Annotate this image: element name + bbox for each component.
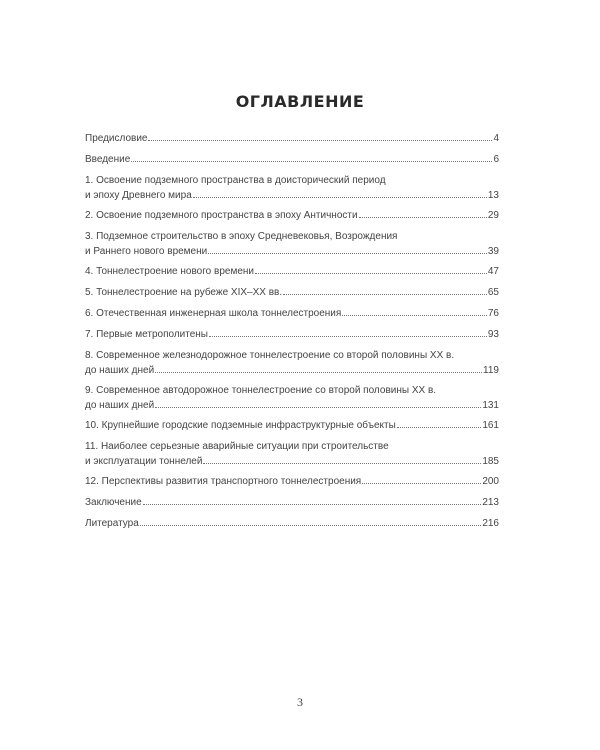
toc-entry-title-line1: 3. Подземное строительство в эпоху Средневековья, Возрождения — [85, 231, 398, 242]
toc-entry-page: 185 — [482, 456, 499, 467]
toc-entry-title: Литература — [85, 518, 139, 529]
dot-leader — [203, 463, 481, 464]
dot-leader — [362, 483, 481, 484]
toc-entry[interactable] — [85, 264, 499, 279]
toc-entry-page: 47 — [487, 266, 499, 277]
toc-entry[interactable] — [85, 327, 499, 342]
dot-leader — [208, 253, 487, 254]
dot-leader — [155, 372, 482, 373]
toc-entry-page: 131 — [482, 400, 499, 411]
toc-entry-page: 6 — [493, 154, 499, 165]
toc-entry-title: 4. Тоннелестроение нового времени — [85, 266, 254, 277]
page-title: ОГЛАВЛЕНИЕ — [235, 92, 365, 111]
dot-leader — [193, 197, 487, 198]
toc-entry-page: 213 — [482, 497, 499, 508]
toc-entry[interactable] — [85, 173, 499, 203]
toc-entry-page: 13 — [487, 190, 499, 201]
dot-leader — [359, 217, 487, 218]
toc-entry[interactable] — [85, 516, 499, 531]
toc-entry-title-line1: 11. Наиболее серьезные аварийные ситуации при строительстве — [85, 441, 389, 452]
toc-entry[interactable] — [85, 474, 499, 489]
toc-entry-title: 10. Крупнейшие городские подземные инфраструктурные объекты — [85, 420, 396, 431]
dot-leader — [209, 336, 487, 337]
toc-entry[interactable] — [85, 495, 499, 510]
toc-entry-title: и эксплуатации тоннелей — [85, 456, 203, 467]
page-number: 3 — [297, 695, 303, 709]
toc-entry[interactable] — [85, 306, 499, 321]
toc-entry[interactable] — [85, 348, 499, 378]
dot-leader — [342, 315, 487, 316]
toc-entry-title: до наших дней — [85, 365, 155, 376]
toc-entry[interactable] — [85, 208, 499, 223]
toc-entry[interactable] — [85, 418, 499, 433]
toc-entry-title: Заключение — [85, 497, 142, 508]
table-of-contents — [85, 131, 499, 537]
toc-entry[interactable] — [85, 285, 499, 300]
toc-entry[interactable] — [85, 229, 499, 259]
toc-entry-title: и эпоху Древнего мира — [85, 190, 192, 201]
dot-leader — [255, 273, 487, 274]
toc-entry-title: 5. Тоннелестроение на рубеже XIX–XX вв. — [85, 287, 283, 298]
dot-leader — [143, 504, 482, 505]
toc-entry-title: Введение — [85, 154, 131, 165]
toc-entry-title: 6. Отечественная инженерная школа тоннелестроения — [85, 308, 342, 319]
dot-leader — [397, 427, 482, 428]
toc-entry-title: до наших дней — [85, 400, 155, 411]
toc-entry-page: 93 — [487, 329, 499, 340]
toc-entry[interactable] — [85, 152, 499, 167]
toc-entry-page: 119 — [483, 365, 499, 376]
toc-entry[interactable] — [85, 131, 499, 146]
dot-leader — [148, 140, 492, 141]
toc-entry-title: Предисловие — [85, 133, 148, 144]
toc-entry-page: 200 — [482, 476, 499, 487]
dot-leader — [283, 294, 487, 295]
toc-entry-title: 2. Освоение подземного пространства в эпоху Античности — [85, 210, 358, 221]
toc-entry-page: 4 — [493, 133, 499, 144]
toc-entry-title: и Раннего нового времени — [85, 246, 208, 257]
toc-entry-page: 76 — [487, 308, 499, 319]
toc-entry[interactable] — [85, 383, 499, 413]
dot-leader — [140, 525, 482, 526]
toc-entry-page: 216 — [482, 518, 499, 529]
toc-entry-page: 39 — [487, 246, 499, 257]
toc-entry[interactable] — [85, 439, 499, 469]
toc-entry-title: 7. Первые метрополитены — [85, 329, 208, 340]
toc-entry-page: 65 — [487, 287, 499, 298]
toc-entry-title: 12. Перспективы развития транспортного тоннелестроения — [85, 476, 362, 487]
toc-entry-title-line1: 8. Современное железнодорожное тоннелестроение со второй половины XX в. — [85, 350, 455, 361]
toc-entry-title-line1: 9. Современное автодорожное тоннелестроение со второй половины XX в. — [85, 385, 437, 396]
toc-entry-page: 161 — [482, 420, 499, 431]
dot-leader — [131, 161, 492, 162]
toc-entry-title-line1: 1. Освоение подземного пространства в доисторический период — [85, 175, 386, 186]
toc-entry-page: 29 — [487, 210, 499, 221]
dot-leader — [155, 407, 481, 408]
